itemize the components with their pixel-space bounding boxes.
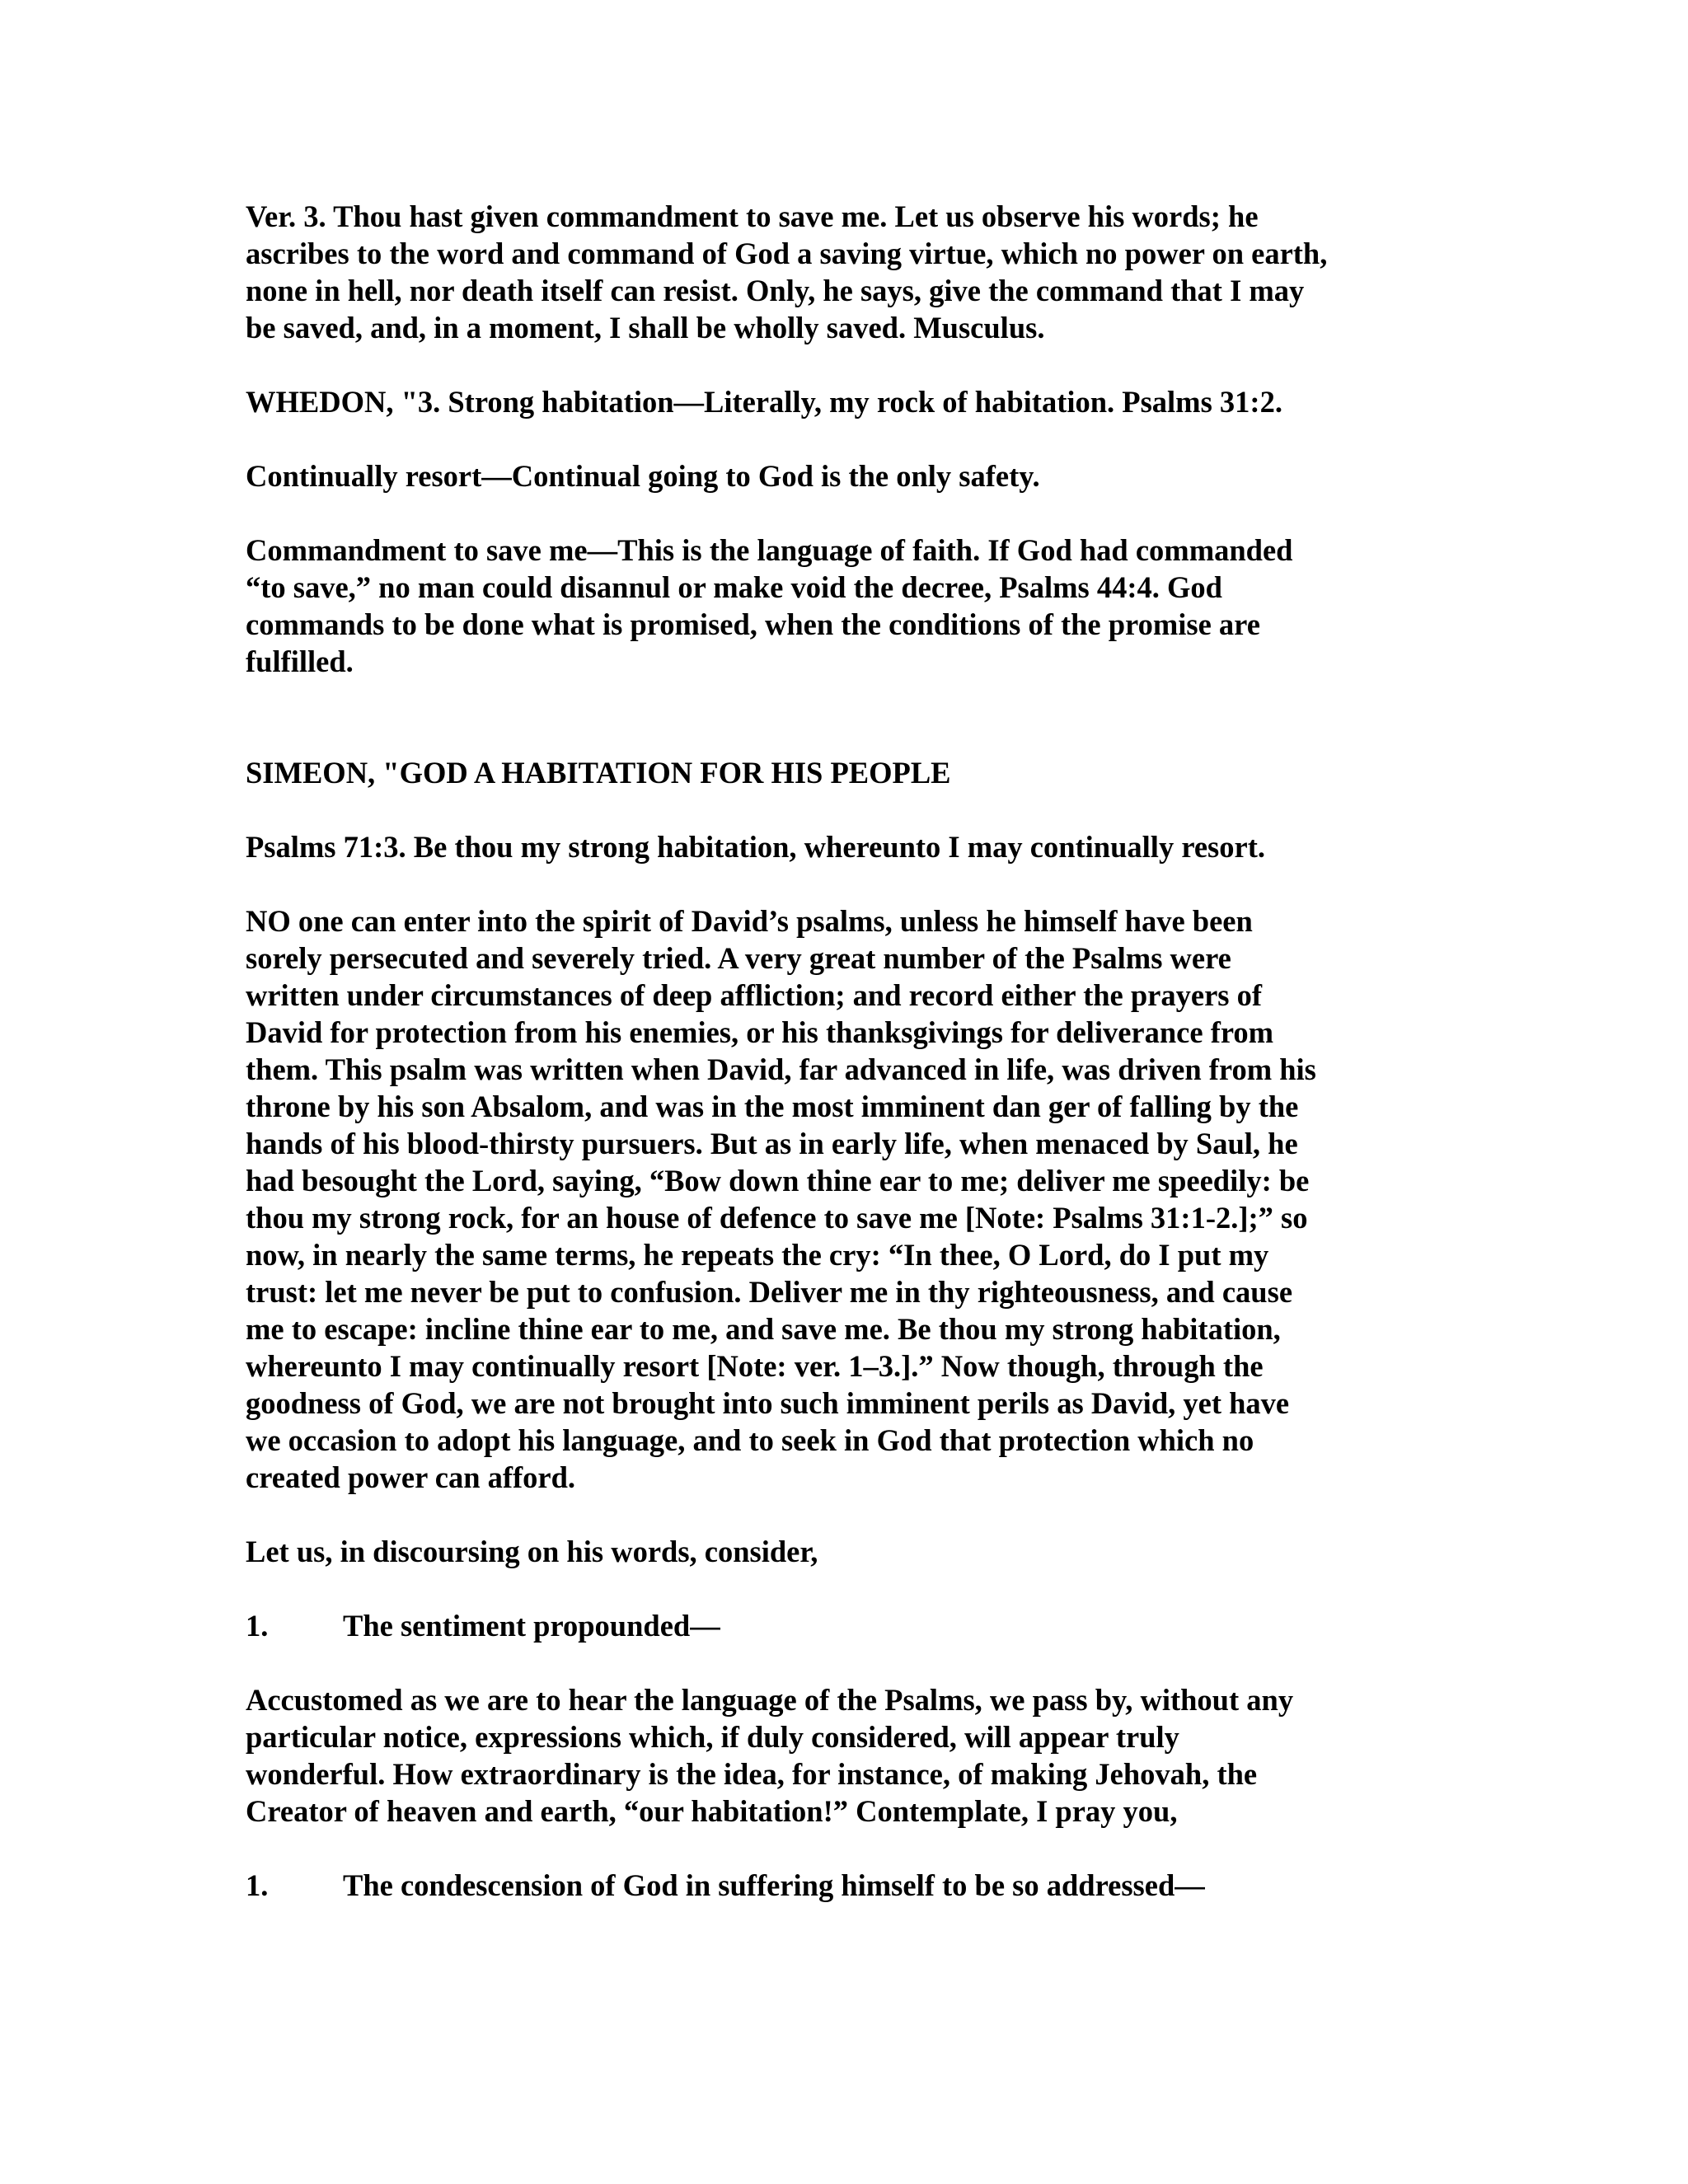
paragraph-intro-davids-psalms: NO one can enter into the spirit of David’s psalms, unless he himself have been sorely persecuted and severely tried. A very great number of the Psalms were written under circumstances of deep affliction; and record either the prayers of David for protection from his enemies, or his thanksgivings for deliverance from them. This psalm was written when David, far advanced in life, was driven from his throne by his son Absalom, and was in the most imminent dan ger of falling by the hands of his blood-thirsty pursuers. But as in early life, when menaced by Saul, he had besought the Lord, saying, “Bow down thine ear to me; deliver me speedily: be thou my strong rock, for an house of defence to save me [Note: Psalms 31:1-2.];” so now, in nearly the same terms, he repeats the cry: “In thee, O Lord, do I put my trust: let me never be put to confusion. Deliver me in thy righteousness, and cause me to escape: incline thine ear to me, and save me. Be thou my strong habitation, whereunto I may continually resort [Note: ver. 1–3.].” Now though, through the goodness of God, we are not brought into such imminent perils as David, yet have we occasion to adopt his language, and to seek in God that protection which no created power can afford.: [246, 904, 1316, 1494]
paragraph-continually-resort: Continually resort—Continual going to God is the only safety.: [246, 459, 1040, 493]
document-body: [246, 198, 1441, 1941]
item-number: 1.: [246, 1609, 269, 1643]
paragraph-ver3-commentary: Ver. 3. Thou hast given commandment to save me. Let us observe his words; he ascribes to the word and command of God a saving virtue, which no power on earth, none in hell, nor death itself can resist. Only, he says, give the command that I may be saved, and, in a moment, I shall be wholly saved. Musculus.: [246, 199, 1328, 344]
paragraph-commandment-to-save: Commandment to save me—This is the language of faith. If God had commanded “to save,” no man could disannul or make void the decree, Psalms 44:4. God commands to be done what is promised, when the conditions of the promise are fulfilled.: [246, 533, 1293, 678]
item-text: The sentiment propounded—: [343, 1609, 720, 1643]
paragraph-let-us-consider: Let us, in discoursing on his words, consider,: [246, 1535, 818, 1568]
paragraph-accustomed: Accustomed as we are to hear the language of the Psalms, we pass by, without any particular notice, expressions which, if duly considered, will appear truly wonderful. How extraordinary is the idea, for instance, of making Jehovah, the Creator of heaven and earth, “our habitation!” Contemplate, I pray you,: [246, 1683, 1294, 1828]
paragraph-psalms-71-3: Psalms 71:3. Be thou my strong habitation, whereunto I may continually resort.: [246, 830, 1265, 864]
item-number: 1.: [246, 1868, 269, 1902]
item-text: The condescension of God in suffering himself to be so addressed—: [343, 1868, 1205, 1902]
numbered-item-sentiment: [246, 1607, 1441, 1644]
section-heading-simeon: SIMEON, "GOD A HABITATION FOR HIS PEOPLE: [246, 756, 951, 790]
paragraph-whedon-strong-habitation: WHEDON, "3. Strong habitation—Literally, my rock of habitation. Psalms 31:2.: [246, 385, 1282, 419]
numbered-item-condescension: [246, 1867, 1441, 1904]
